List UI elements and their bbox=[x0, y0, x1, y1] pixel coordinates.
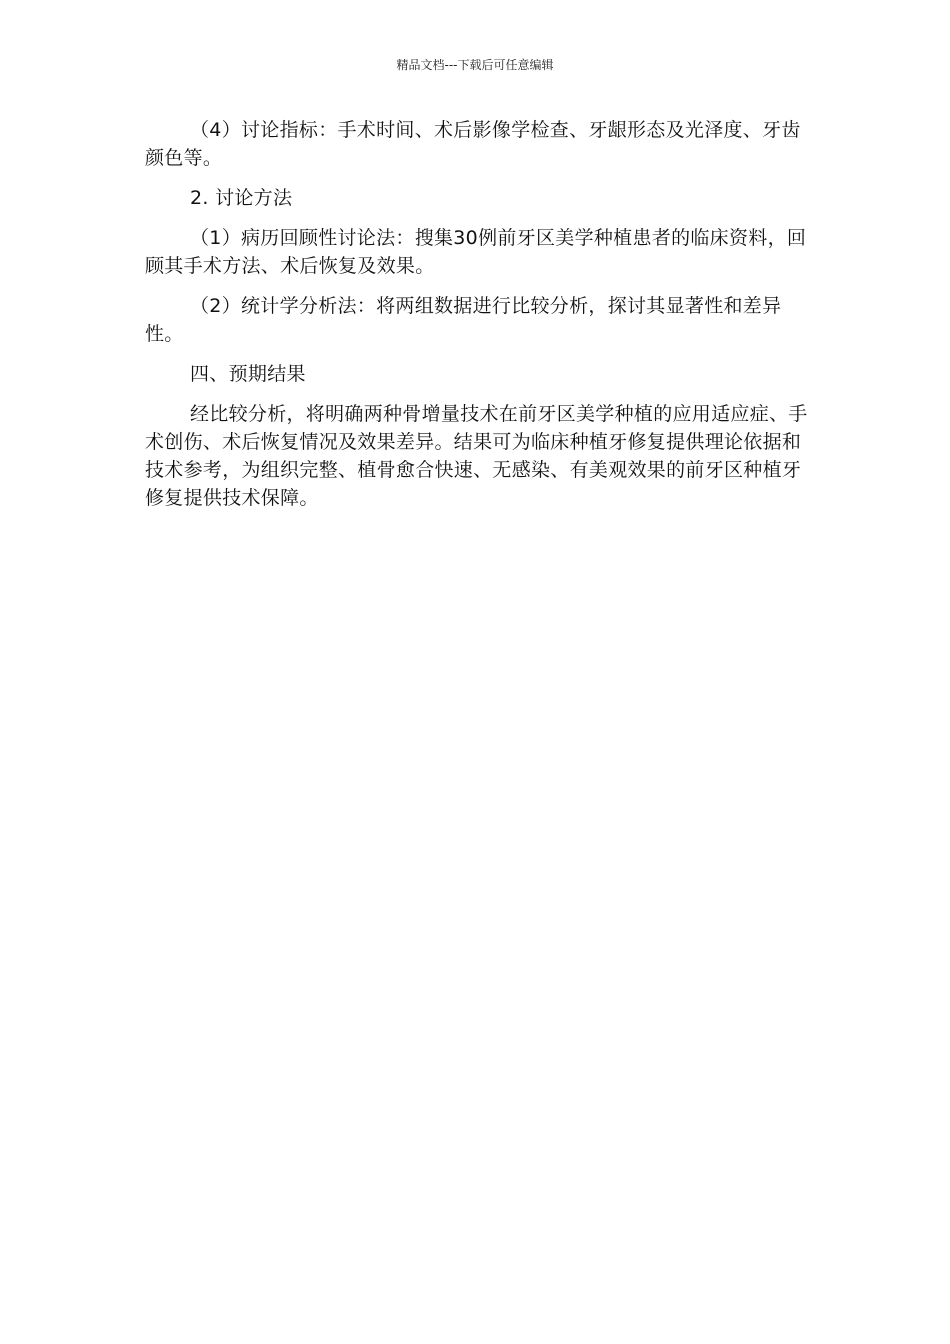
section-heading-expected-results: 四、预期结果 bbox=[190, 363, 306, 385]
paragraph-expected-results: 经比较分析，将明确两种骨增量技术在前牙区美学种植的应用适应症、手术创伤、术后恢复情况及效果差异。结果可为临床种植牙修复提供理论依据和技术参考，为组织完整、植骨愈合快速、无感染、有美观效果的前牙区种植牙修复提供技术保障。 bbox=[145, 403, 808, 509]
paragraph-discussion-indicators: （4）讨论指标：手术时间、术后影像学检查、牙龈形态及光泽度、牙齿颜色等。 bbox=[145, 119, 801, 169]
paragraph-case-review-method: （1）病历回顾性讨论法：搜集30例前牙区美学种植患者的临床资料，回顾其手术方法、术后恢复及效果。 bbox=[145, 227, 807, 277]
section-heading-discussion-methods: 2. 讨论方法 bbox=[190, 187, 293, 209]
document-body bbox=[145, 116, 810, 524]
paragraph-statistical-method: （2）统计学分析法：将两组数据进行比较分析，探讨其显著性和差异性。 bbox=[145, 295, 782, 345]
page-header: 精品文档---下载后可任意编辑 bbox=[396, 58, 554, 72]
